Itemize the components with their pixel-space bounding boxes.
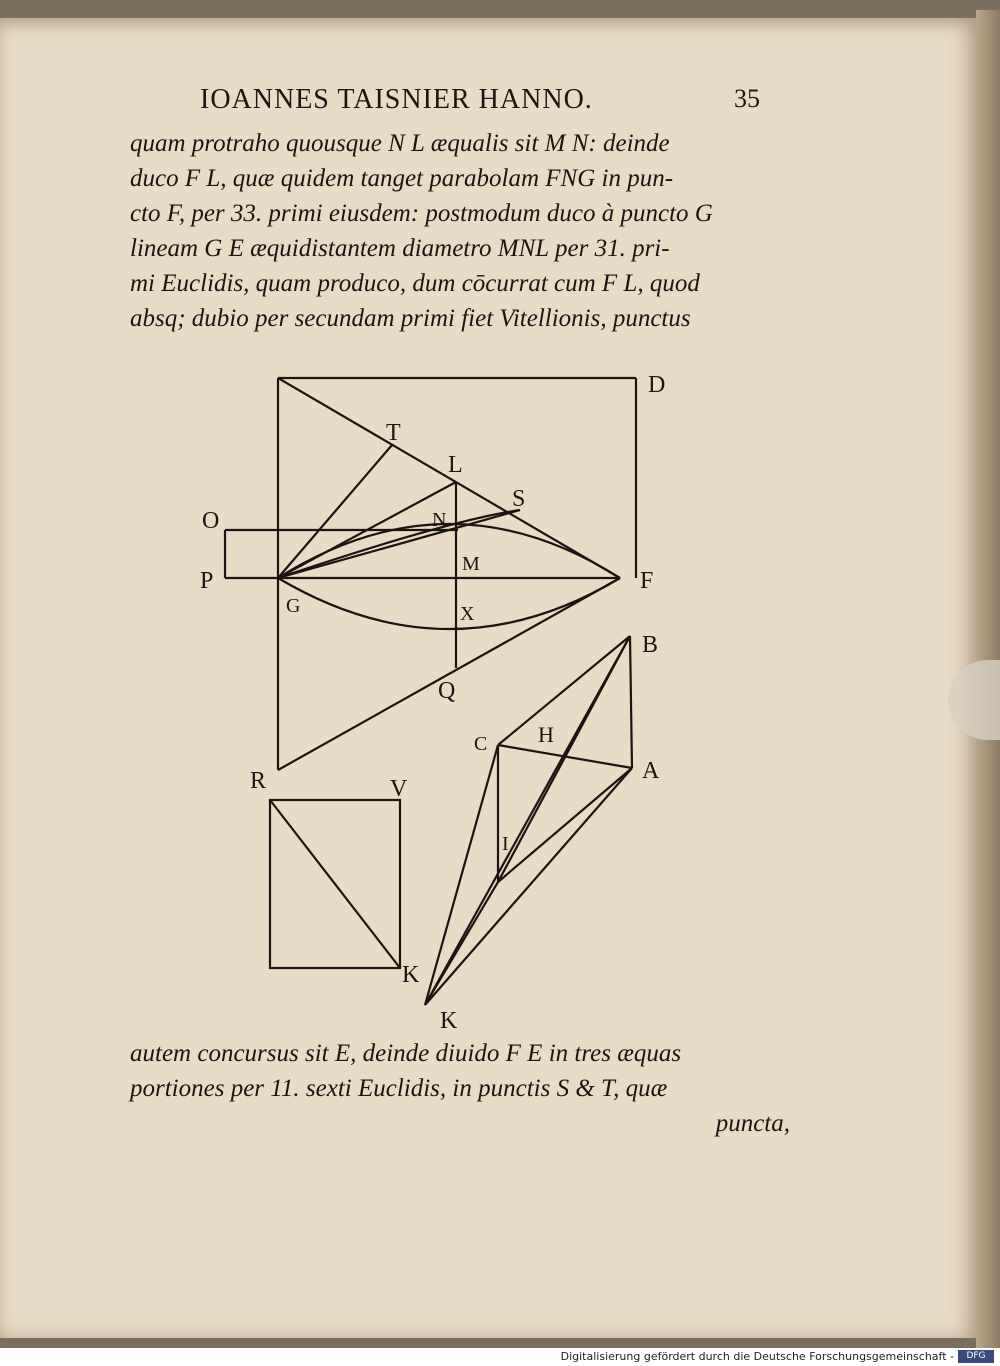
label-v: V [390, 776, 408, 802]
label-f: F [640, 568, 654, 594]
text-line: quam protraho quousque N L æqualis sit M N: deinde [130, 130, 670, 157]
label-k-rect: K [402, 962, 420, 988]
label-b: B [642, 632, 659, 658]
running-head: IOANNES TAISNIER HANNO. [200, 84, 593, 115]
text-line: duco F L, quæ quidem tanget parabolam FNG in pun- [130, 165, 674, 192]
label-a: A [642, 758, 660, 784]
page-number: 35 [734, 84, 760, 113]
page-header [200, 84, 760, 120]
label-x: X [460, 603, 475, 625]
label-i: I [502, 833, 509, 855]
label-o: O [202, 508, 220, 534]
digitization-footer [0, 1348, 1000, 1366]
text-line: portiones per 11. sexti Euclidis, in punctis S & T, quæ [130, 1075, 668, 1102]
label-p: P [200, 568, 214, 594]
text-block-bottom [130, 1036, 790, 1141]
label-r: R [250, 768, 267, 794]
label-n: N [432, 509, 447, 531]
label-g: G [286, 595, 301, 617]
footer-text: Digitalisierung gefördert durch die Deutsche Forschungsgemeinschaft - [560, 1350, 954, 1363]
label-c: C [474, 733, 488, 755]
label-t: T [386, 420, 401, 446]
label-q: Q [438, 678, 456, 704]
text-block-top [130, 126, 790, 336]
geometric-figure [195, 365, 675, 1030]
label-k-bottom: K [440, 1008, 458, 1030]
label-m: M [462, 553, 480, 575]
label-l: L [448, 452, 463, 478]
text-line: cto F, per 33. primi eiusdem: postmodum duco à puncto G [130, 200, 713, 227]
dfg-logo-icon: DFG [958, 1350, 994, 1363]
text-line: absq; dubio per secundam primi fiet Vitellionis, punctus [130, 305, 691, 332]
text-line: mi Euclidis, quam produco, dum cōcurrat cum F L, quod [130, 270, 700, 297]
text-line: lineam G E æquidistantem diametro MNL per 31. pri- [130, 235, 670, 262]
figure-drawing [195, 365, 675, 1030]
label-h: H [538, 722, 554, 747]
label-s: S [512, 486, 526, 512]
text-line: autem concursus sit E, deinde diuido F E in tres æquas [130, 1040, 682, 1067]
catchword: puncta, [715, 1110, 790, 1137]
label-d: D [648, 372, 666, 398]
